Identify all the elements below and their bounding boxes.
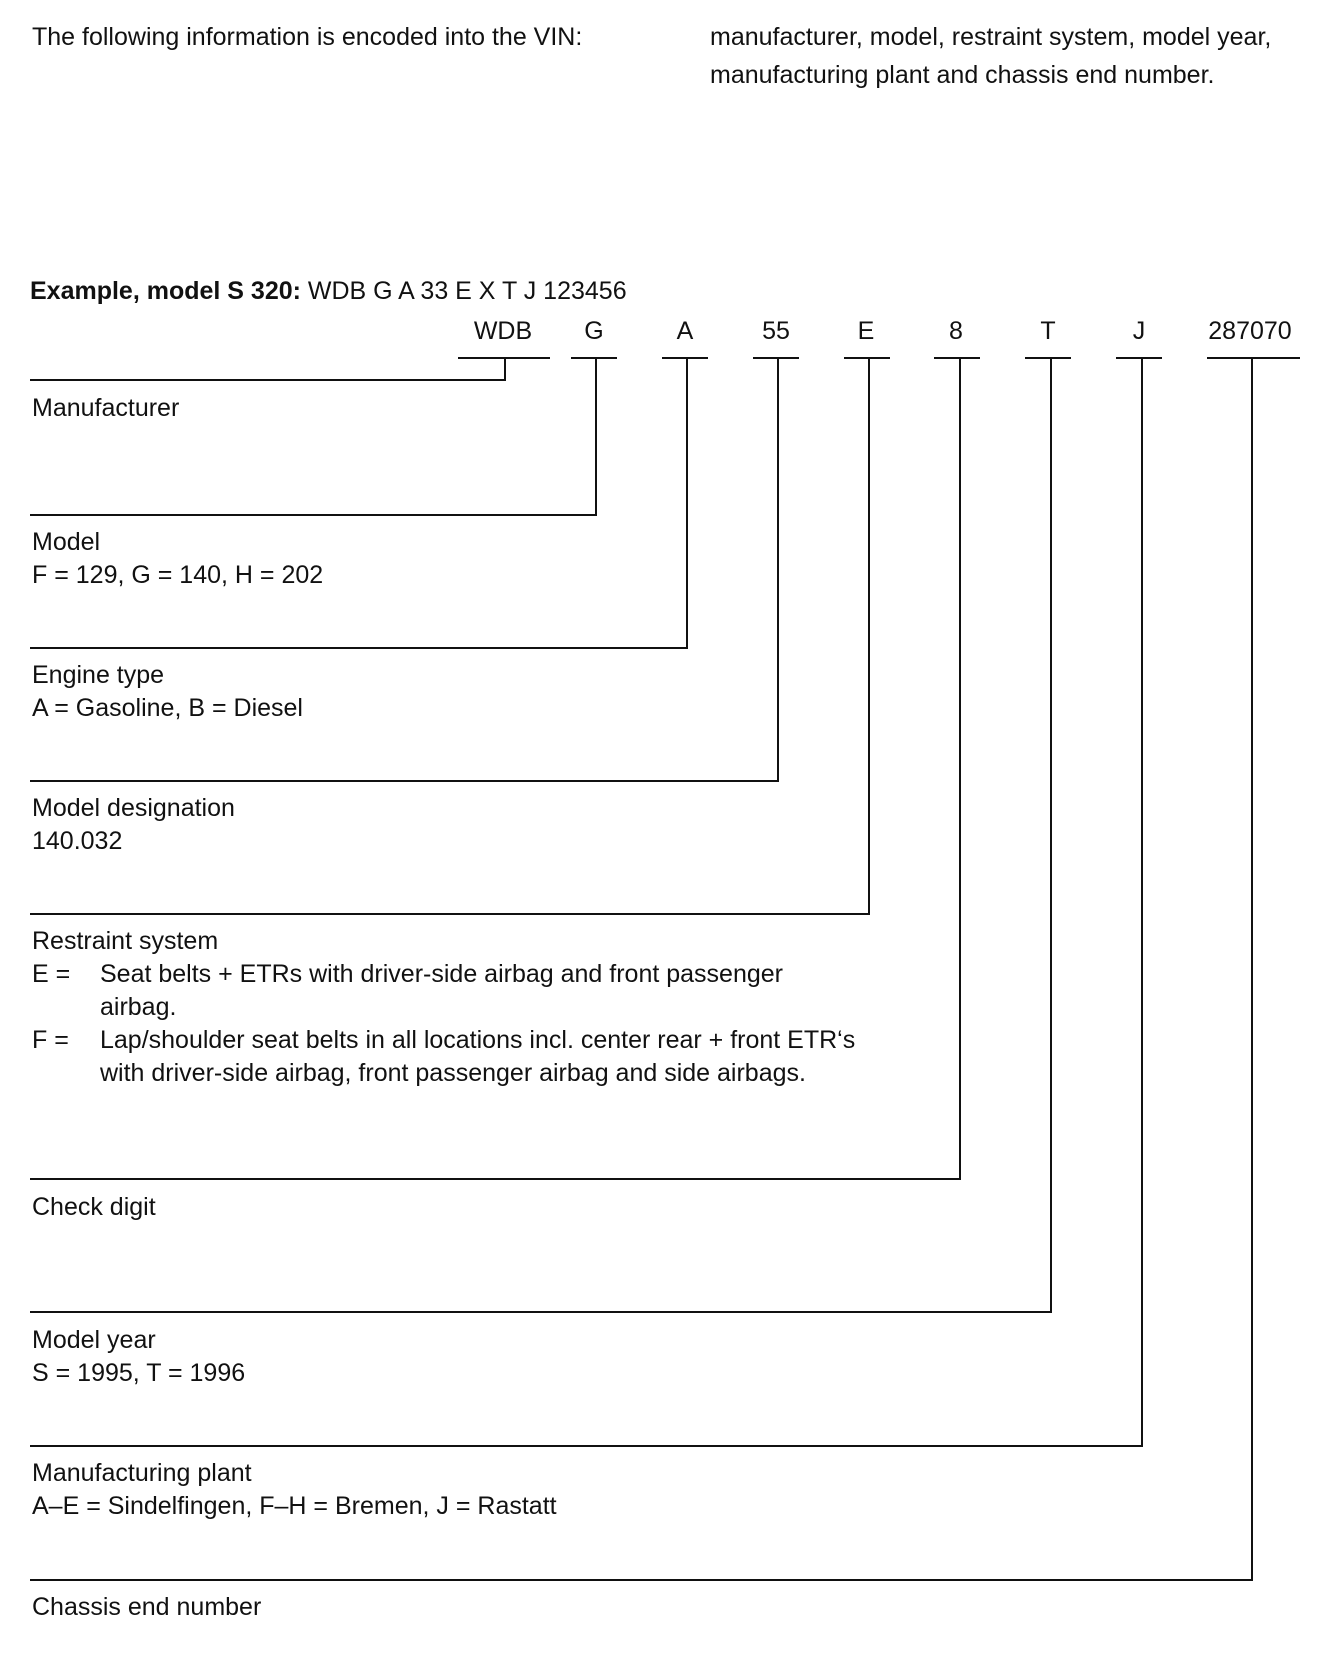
- restraint-item-e-text: Seat belts + ETRs with driver-side airbag and front passenger airbag.: [100, 960, 783, 1021]
- code-engine: A: [676, 317, 694, 345]
- check-title: Check digit: [32, 1193, 156, 1221]
- code-model-year: T: [1040, 317, 1056, 345]
- model-title: Model: [32, 528, 101, 556]
- connector-plant: [30, 358, 1142, 1446]
- restraint-item-f-text: Lap/shoulder seat belts in all locations incl. center rear + front ETR‘s with driver-side airbag, front passenger airbag and side airbags.: [100, 1026, 856, 1087]
- manufacturer-title: Manufacturer: [32, 394, 180, 422]
- code-chassis: 287070: [1208, 317, 1292, 345]
- restraint-title: Restraint system: [32, 927, 219, 955]
- entry-manufacturing-plant: [32, 1457, 557, 1523]
- example-pattern: WDB G A 33 E X T J 123456: [300, 277, 627, 305]
- code-check-digit: 8: [949, 317, 963, 345]
- code-model: G: [584, 317, 604, 345]
- engine-title: Engine type: [32, 661, 165, 689]
- code-restraint: E: [857, 317, 875, 345]
- entry-manufacturer: [32, 392, 179, 425]
- entry-check-digit: [32, 1191, 156, 1224]
- entry-model-year: [32, 1324, 245, 1390]
- entry-restraint-system: [32, 925, 218, 958]
- designation-title: Model designation: [32, 794, 235, 822]
- designation-detail: 140.032: [32, 827, 123, 855]
- plant-title: Manufacturing plant: [32, 1459, 252, 1487]
- plant-detail: A–E = Sindelfingen, F–H = Bremen, J = Rastatt: [32, 1492, 557, 1520]
- restraint-item-e-key: E =: [32, 960, 71, 988]
- code-manufacturer: WDB: [473, 317, 533, 345]
- entry-engine-type: [32, 659, 303, 725]
- year-title: Model year: [32, 1326, 156, 1354]
- code-designation: 55: [762, 317, 790, 345]
- code-plant: J: [1132, 317, 1146, 345]
- connector-manufacturer: [30, 358, 505, 380]
- intro-left-text: The following information is encoded into the VIN:: [32, 23, 583, 51]
- entry-model: [32, 526, 323, 592]
- chassis-title: Chassis end number: [32, 1593, 262, 1621]
- example-label: Example, model S 320:: [30, 277, 301, 305]
- restraint-item-e: [32, 958, 860, 1024]
- restraint-item-f-key: F =: [32, 1026, 69, 1054]
- model-detail: F = 129, G = 140, H = 202: [32, 561, 324, 589]
- engine-detail: A = Gasoline, B = Diesel: [32, 694, 303, 722]
- intro-right-text: manufacturer, model, restraint system, model year, manufacturing plant and chassis end number.: [710, 23, 1272, 89]
- year-detail: S = 1995, T = 1996: [32, 1359, 246, 1387]
- connector-model: [30, 358, 596, 515]
- restraint-list: [32, 958, 860, 1090]
- entry-chassis-end-number: [32, 1591, 261, 1624]
- entry-model-designation: [32, 792, 235, 858]
- restraint-item-f: [32, 1024, 860, 1090]
